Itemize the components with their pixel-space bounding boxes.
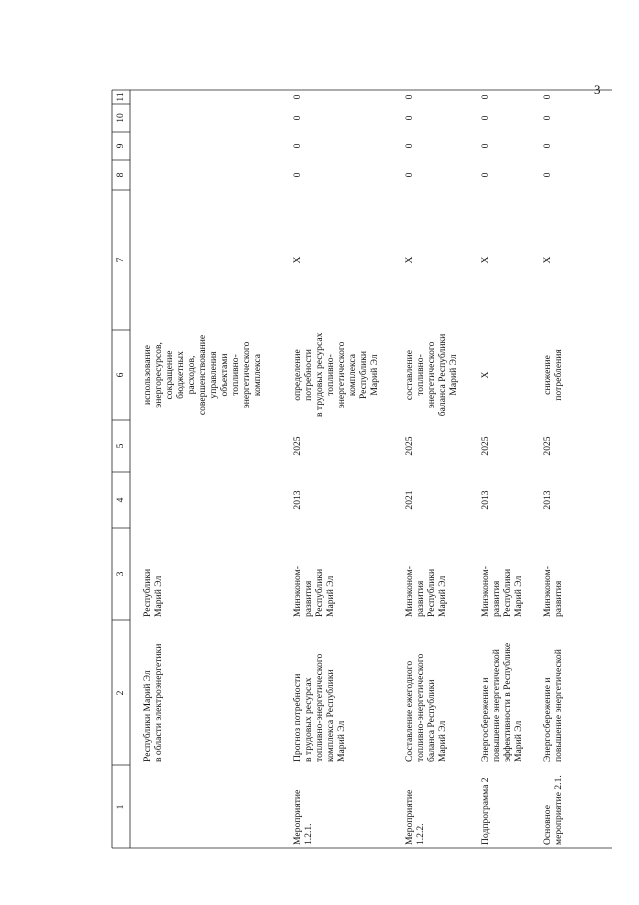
cell-line: Марий Эл: [513, 575, 524, 617]
cell-line: Прогноз потребности: [292, 673, 303, 762]
cell-col4: [404, 475, 415, 525]
cell-line: 0: [480, 94, 491, 100]
cell-line: развития: [553, 580, 564, 617]
cell-col9: [292, 135, 303, 157]
cell-line: 1.2.1.: [303, 823, 314, 845]
cell-line: 2025: [542, 436, 553, 456]
cell-line: топливно-: [415, 354, 426, 396]
cell-line: развития: [415, 580, 426, 617]
cell-line: 2025: [404, 436, 415, 456]
cell-line: 0: [292, 143, 303, 149]
cell-col8: [404, 163, 415, 187]
cell-line: бюджетных: [175, 351, 186, 399]
cell-line: Марий Эл: [369, 354, 380, 396]
cell-line: энергетического: [336, 341, 347, 409]
cell-col4: [292, 475, 303, 525]
cell-line: Минэконом-: [292, 566, 303, 617]
cell-col4: [542, 475, 553, 525]
cell-line: Республики: [502, 568, 513, 617]
cell-line: 0: [404, 94, 415, 100]
cell-col2: [142, 623, 164, 762]
cell-col4: [480, 475, 491, 525]
cell-line: комплекса Республики: [325, 669, 336, 762]
cell-col9: [542, 135, 553, 157]
cell-line: X: [542, 256, 553, 264]
cell-line: 2025: [292, 436, 303, 456]
column-number: 2: [115, 690, 126, 695]
cell-line: энергоресурсов,: [153, 342, 164, 408]
cell-col10: [542, 107, 553, 129]
cell-line: X: [480, 371, 491, 379]
cell-col10: [292, 107, 303, 129]
cell-line: Республики: [142, 568, 153, 617]
cell-line: 0: [292, 172, 303, 178]
cell-line: 0: [542, 172, 553, 178]
cell-line: сокращение: [164, 350, 175, 400]
cell-line: 1.2.2.: [415, 823, 426, 845]
cell-col2: [480, 623, 524, 762]
cell-line: 0: [542, 143, 553, 149]
cell-line: 0: [480, 115, 491, 121]
cell-line: X: [292, 256, 303, 264]
cell-line: Мероприятие: [292, 789, 303, 845]
cell-col11: [480, 93, 491, 101]
cell-line: развития: [491, 580, 502, 617]
cell-line: 0: [542, 115, 553, 121]
cell-col11: [542, 93, 553, 101]
page-number: 3: [594, 82, 601, 97]
cell-col10: [480, 107, 491, 129]
cell-col11: [404, 93, 415, 101]
cell-line: 2013: [480, 490, 491, 510]
cell-col9: [480, 135, 491, 157]
cell-line: мероприятие 2.1.: [553, 775, 564, 845]
cell-col3: [404, 531, 448, 617]
column-number: 5: [115, 443, 126, 449]
cell-line: 2013: [292, 490, 303, 510]
cell-line: 0: [542, 94, 553, 100]
column-number: 11: [115, 92, 126, 102]
cell-col8: [542, 163, 553, 187]
cell-line: Республики: [426, 568, 437, 617]
cell-line: повышение энергетической: [491, 649, 502, 762]
cell-col3: [142, 531, 164, 617]
cell-line: 2013: [542, 490, 553, 510]
cell-col3: [480, 531, 524, 617]
cell-col8: [480, 163, 491, 187]
cell-col3: [292, 531, 336, 617]
cell-line: Подпрограмма 2: [480, 777, 491, 845]
column-number: 8: [115, 172, 126, 178]
cell-col1: [292, 768, 314, 845]
column-number: 7: [115, 257, 126, 263]
cell-line: комплекса: [347, 353, 358, 397]
cell-line: определение: [292, 349, 303, 401]
cell-line: энергетического: [241, 341, 252, 409]
cell-col5: [292, 423, 303, 469]
cell-line: X: [480, 256, 491, 264]
cell-line: Минэконом-: [542, 566, 553, 617]
cell-col3: [542, 531, 564, 617]
cell-line: Составление ежегодного: [404, 660, 415, 762]
cell-line: 0: [404, 143, 415, 149]
cell-line: Марий Эл: [513, 720, 524, 762]
cell-line: Основное: [542, 805, 553, 845]
cell-col1: [480, 768, 491, 845]
cell-col2: [404, 623, 448, 762]
cell-col7: [292, 193, 303, 327]
cell-line: комплекса: [252, 353, 263, 397]
cell-col6: [142, 333, 263, 417]
cell-line: Марий Эл: [153, 575, 164, 617]
cell-col10: [404, 107, 415, 129]
cell-line: снижение: [542, 355, 553, 395]
cell-line: потребности: [303, 349, 314, 401]
column-number: 3: [115, 571, 126, 577]
cell-line: в трудовых ресурсах: [314, 332, 325, 417]
cell-line: баланса Республики: [426, 679, 437, 762]
cell-line: совершенствование: [197, 334, 208, 416]
cell-col9: [404, 135, 415, 157]
cell-line: в области электроэнергетики: [153, 643, 164, 762]
cell-line: развития: [303, 580, 314, 617]
cell-line: объектами: [219, 353, 230, 397]
cell-line: Марий Эл: [336, 720, 347, 762]
cell-col7: [480, 193, 491, 327]
cell-line: топливно-: [325, 354, 336, 396]
cell-col2: [542, 623, 564, 762]
cell-line: управления: [208, 351, 219, 399]
cell-line: Марий Эл: [437, 575, 448, 617]
cell-col6: [404, 333, 459, 417]
cell-line: 0: [404, 115, 415, 121]
cell-line: топливно-энергетического: [314, 653, 325, 762]
cell-line: Марий Эл: [325, 575, 336, 617]
cell-line: расходов,: [186, 355, 197, 395]
cell-col1: [404, 768, 426, 845]
cell-line: баланса Республики: [437, 333, 448, 417]
cell-line: Республики Марий Эл: [142, 670, 153, 762]
cell-line: использование: [142, 344, 153, 406]
cell-line: в трудовых ресурсах: [303, 677, 314, 762]
cell-line: составление: [404, 349, 415, 401]
cell-line: повышение энергетической: [553, 649, 564, 762]
cell-line: 0: [292, 94, 303, 100]
cell-line: X: [404, 256, 415, 264]
cell-col6: [542, 333, 564, 417]
cell-line: Республики: [314, 568, 325, 617]
cell-col5: [404, 423, 415, 469]
cell-line: 0: [480, 143, 491, 149]
cell-col2: [292, 623, 347, 762]
cell-line: Республики: [358, 350, 369, 400]
cell-line: 0: [480, 172, 491, 178]
cell-col7: [542, 193, 553, 327]
cell-line: Минэконом-: [480, 566, 491, 617]
cell-col5: [480, 423, 491, 469]
column-number: 6: [115, 372, 126, 378]
column-number: 10: [115, 113, 126, 123]
cell-line: топливно-энергетического: [415, 653, 426, 762]
cell-line: Марий Эл: [437, 720, 448, 762]
column-number: 9: [115, 143, 126, 149]
cell-line: Марий Эл: [448, 354, 459, 396]
cell-col1: [542, 768, 564, 845]
cell-line: Энергосбережение и: [480, 677, 491, 762]
cell-line: энергетического: [426, 341, 437, 409]
cell-col11: [292, 93, 303, 101]
cell-line: 0: [404, 172, 415, 178]
cell-line: потребления: [553, 349, 564, 401]
column-number: 4: [115, 497, 126, 503]
cell-line: Минэконом-: [404, 566, 415, 617]
column-number: 1: [115, 804, 126, 809]
cell-col5: [542, 423, 553, 469]
cell-col8: [292, 163, 303, 187]
cell-line: эффективности в Республике: [502, 642, 513, 762]
cell-line: Мероприятие: [404, 789, 415, 845]
cell-line: Энергосбережение и: [542, 677, 553, 762]
cell-line: 0: [292, 115, 303, 121]
cell-line: топливно-: [230, 354, 241, 396]
cell-col6: [292, 333, 380, 417]
cell-line: 2021: [404, 490, 415, 510]
cell-line: 2025: [480, 436, 491, 456]
cell-col6: [480, 333, 491, 417]
cell-col7: [404, 193, 415, 327]
